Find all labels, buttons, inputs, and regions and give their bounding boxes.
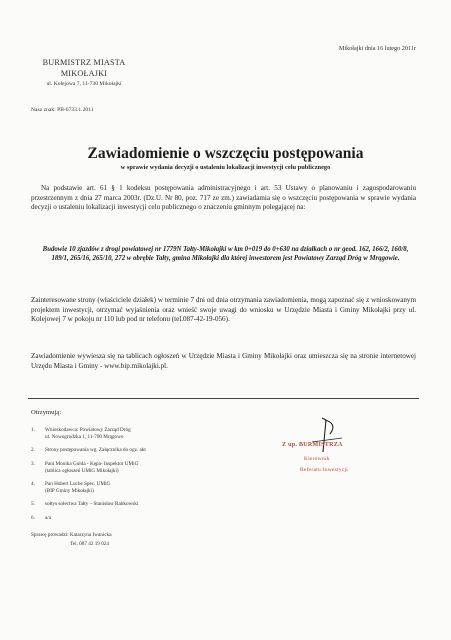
list-item: 2. Strony postępowania wg. Załącznika do ogz. akt bbox=[31, 447, 146, 454]
list-item: 4. Pan Hubert Lucbe Spec. UMiG (BIP Gminy Mikołajki) bbox=[31, 481, 111, 495]
recipients-label: Otrzymują: bbox=[31, 409, 62, 416]
prepared-by: Sprawę prowadzi: Katarzyna Iwanicka bbox=[31, 532, 112, 538]
document-subtitle: w sprawie wydania decyzji o ustaleniu lokalizacji inwestycji celu publicznego bbox=[120, 164, 331, 171]
case-number: Nasz znak: PB-6733.1.2011 bbox=[31, 107, 94, 113]
list-item: 3. Pani Monika Golda - Kępa- Inspektor UMiG (tablica ogłoszeń UMiG Mikołajki) bbox=[31, 460, 139, 474]
parties-notice-paragraph: Zainteresowane strony (właściciele działek) w terminie 7 dni od dnia otrzymania zawiadomienia, mogą zapoznać się z wnioskowanym projektem inwestycji, otrzymać wyjaśnienia oraz wnieść swoje uwagi do wniosku w Urzędzie Miasta i Gminy Mikołajki przy ul. Kolejowej 7 w pokoju nr 110 lub pod nr telefonu (tel.087-42-19-056). bbox=[31, 296, 416, 324]
official-stamp bbox=[274, 442, 394, 487]
stamp-line-3: Referatu Inwestycji bbox=[300, 467, 349, 473]
prepared-phone: Tel. 087 42 19 024 bbox=[70, 541, 109, 547]
recipients-list bbox=[31, 427, 221, 528]
document-date: Mikołajki dnia 16 lutego 2011r bbox=[338, 45, 416, 52]
list-item: 5. sołtys sołectwa Tałty – Stanisław Rabkowski bbox=[31, 501, 139, 508]
document-title: Zawiadomienie o wszczęciu postępowania bbox=[87, 145, 364, 162]
list-item: 6. a/a bbox=[31, 514, 52, 521]
divider bbox=[28, 398, 419, 399]
list-item: 1. Wnioskodawca: Powiatowy Zarząd Dróg ul. Nowogrodzka 1, 11-700 Mrągowo bbox=[31, 427, 131, 441]
investment-subject: Budowie 10 zjazdów z drogi powiatowej nr 1779N Tałty-Mikołajki w km 0+019 do 0+630 na działkach o nr geod. 162, 166/2, 160/8, 189/1, 265/16, 265/10, 272 w obrębie Tałty, gmina Mikołajki dla której inwestorem jest Powiatowy Zarząd Dróg w Mrągowie. bbox=[42, 246, 409, 263]
authority-town: MIKOŁAJKI bbox=[60, 69, 108, 78]
publication-paragraph: Zawiadomienie wywiesza się na tablicach ogłoszeń w Urzędzie Miasta i Gminy Mikołajki oraz umieszcza się na stronie internetowej Urzędu Miasta i Gminy - www.bip.mikolajki.pl. bbox=[31, 352, 416, 370]
stamp-line-1: Z up. BURMISTRZA bbox=[282, 442, 343, 448]
authority-address: ul. Kolejowa 7, 11-730 Mikołajki bbox=[46, 81, 122, 87]
authority-title: BURMISTRZ MIASTA bbox=[42, 58, 126, 67]
stamp-line-2: Kierownik bbox=[304, 456, 330, 462]
legal-basis-paragraph: Na podstawie art. 61 § 1 kodeksu postępowania administracyjnego i art. 53 Ustawy o planowaniu i zagospodarowaniu przestrzennym z dnia 27 marca 2003r. (Dz.U. Nr 80, poz. 717 ze zm.) zawiadamia się o wszczęciu postępowania w sprawie wydania decyzji o ustaleniu lokalizacji inwestycji celu publicznego o znaczeniu gminnym polegającej na: bbox=[31, 184, 416, 212]
